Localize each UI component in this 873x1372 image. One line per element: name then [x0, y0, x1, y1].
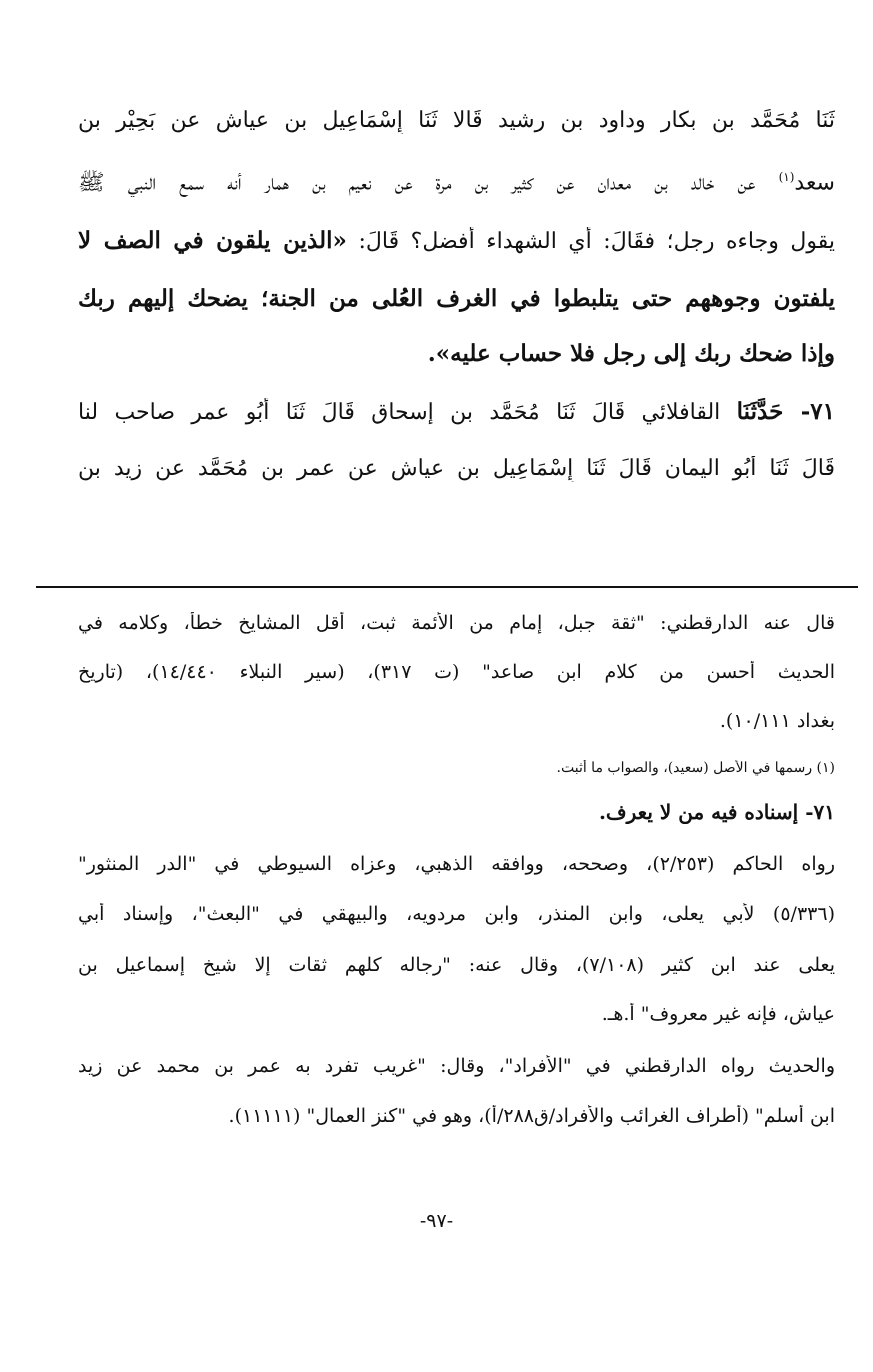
footnote-marker-1: (١) — [778, 170, 795, 184]
main-text-l1: ثَنَا مُحَمَّد بن بكار وداود بن رشيد قَالا ثَنَا إِسْمَاعِيل بن عياش عن بَحِيْر بن — [78, 108, 835, 133]
footnote-line-10 — [78, 1055, 835, 1078]
footnote-f10: والحديث رواه الدارقطني في "الأفراد"، وقال: "غريب تفرد به عمر بن محمد عن زيد — [78, 1055, 835, 1077]
hadith-71-number: ٧١- حَدَّثَنَا — [736, 398, 835, 425]
footnote-f4: (١) رسمها في الأصل (سعيد)، والصواب ما أثبت. — [556, 760, 835, 776]
main-text-l4: يلفتون وجوههم حتى يتلبطوا في الغرف العُلى من الجنة؛ يضحك إليهم ربك — [78, 285, 835, 312]
main-text-line-1 — [78, 108, 835, 134]
main-text-line-2 — [78, 170, 835, 197]
footnote-f11: ابن أسلم" (أطراف الغرائب والأفراد/ق٢٨٨/أ)، وهو في "كنز العمال" (١١١١١). — [228, 1105, 835, 1127]
footnote-line-11 — [78, 1105, 835, 1128]
main-text-line-3 — [78, 227, 835, 255]
hadith-text-line-2 — [78, 285, 835, 313]
hadith-71-line-2 — [78, 456, 835, 482]
footnote-f8: يعلى عند ابن كثير (٧/١٠٨)، وقال عنه: "رجاله كلهم ثقات إلا شيخ إسماعيل بن — [78, 954, 835, 976]
footnote-line-8 — [78, 954, 835, 977]
footnote-line-1 — [78, 612, 835, 635]
main-text-l3a: يقول وجاءه رجل؛ فقَالَ: أي الشهداء أفضل؟ قَالَ: — [346, 229, 835, 254]
footnote-f2: الحديث أحسن من كلام ابن صاعد" (ت ٣١٧)، (سير النبلاء ١٤/٤٤٠)، (تاريخ — [78, 661, 835, 683]
footnote-line-9 — [78, 1003, 835, 1026]
footnote-f6: رواه الحاكم (٢/٢٥٣)، وصححه، ووافقه الذهبي، وعزاه السيوطي في "الدر المنثور" — [78, 853, 835, 875]
footnote-f5: ٧١- إسناده فيه من لا يعرف. — [598, 800, 835, 824]
main-text-l2b: عن خالد بن معدان عن كثير بن مرة عن نعيم بن همار أنه سمع النبي ﷺ — [78, 170, 779, 196]
footnote-correction — [78, 760, 835, 777]
main-text-l2a: سعد — [794, 170, 835, 196]
main-text-l6b: القافلائي قَالَ ثَنَا مُحَمَّد بن إسحاق قَالَ ثَنَا أَبُو عمر صاحب لنا — [78, 400, 737, 425]
footnote-f3: بغداد ١٠/١١١). — [719, 710, 835, 732]
hadith-71-line-1 — [78, 398, 835, 426]
main-text-l7: قَالَ ثَنَا أَبُو اليمان قَالَ ثَنَا إِسْمَاعِيل بن عياش عن عمر بن مُحَمَّد عن زيد بن — [78, 456, 835, 481]
main-text-l5: وإذا ضحك ربك إلى رجل فلا حساب عليه». — [427, 340, 835, 367]
footnote-line-3 — [78, 710, 835, 733]
footnote-line-2 — [78, 661, 835, 684]
footnote-line-6 — [78, 853, 835, 876]
footnote-71-heading — [78, 800, 835, 824]
footnote-f9: عياش، فإنه غير معروف" أ.هـ. — [601, 1003, 835, 1025]
footnote-f1: قال عنه الدارقطني: "ثقة جبل، إمام من الأئمة ثبت، أقل المشايخ خطأ، وكلامه في — [78, 612, 835, 634]
hadith-text-start: «الذين يلقون في الصف لا — [78, 227, 347, 254]
footnote-f7: (٥/٣٣٦) لأبي يعلى، وابن المنذر، وابن مردويه، والبيهقي في "البعث"، وإسناد أبي — [78, 903, 835, 925]
footnote-separator — [36, 586, 858, 588]
hadith-text-line-3 — [78, 340, 835, 368]
page-number: -٩٧- — [419, 1210, 454, 1232]
footnote-line-7 — [78, 903, 835, 926]
